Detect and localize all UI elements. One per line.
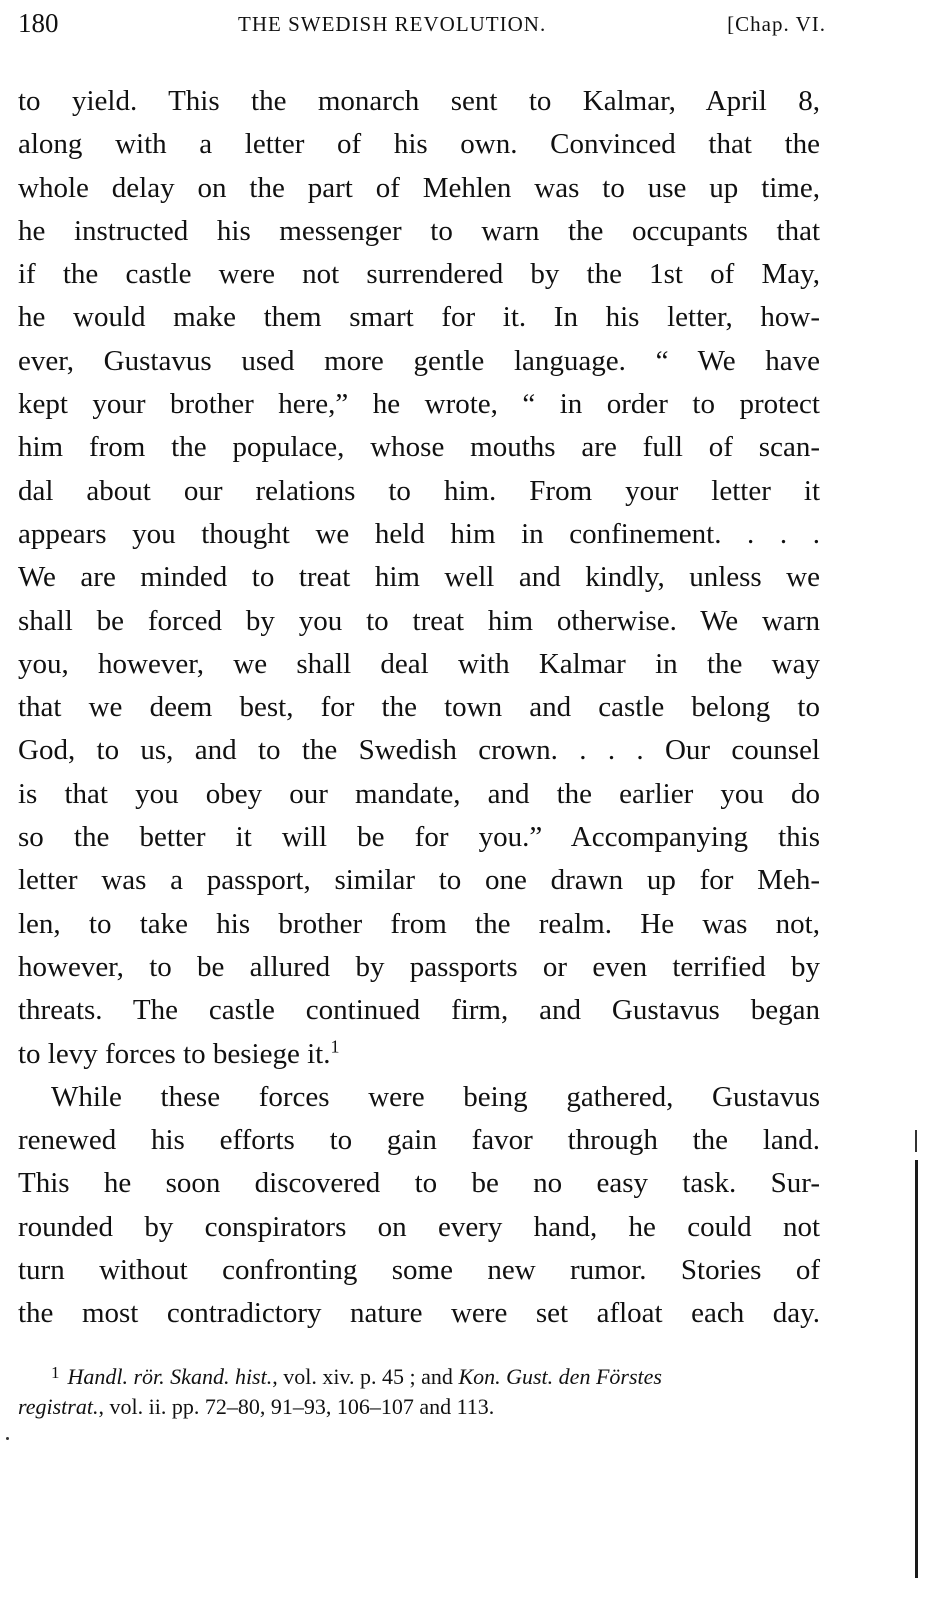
text-line: however, to be allured by passports or even terrified by — [18, 950, 820, 983]
footnote-marker: 1 — [51, 1363, 60, 1382]
scan-margin-line — [915, 1160, 918, 1578]
running-header — [18, 8, 826, 44]
text-line: that we deem best, for the town and castle belong to — [18, 691, 820, 724]
text-line: We are minded to treat him well and kindly, unless we — [18, 561, 820, 594]
text-line: threats. The castle continued firm, and Gustavus began — [18, 994, 820, 1027]
text-line: shall be forced by you to treat him otherwise. We warn — [18, 604, 820, 637]
footnote-title: Kon. Gust. den Förstes — [458, 1364, 662, 1389]
text-line: renewed his efforts to gain favor through the land. — [18, 1124, 820, 1157]
text-line: ever, Gustavus used more gentle language. “ We have — [18, 344, 820, 377]
text-line: appears you thought we held him in confinement. . . . — [18, 517, 820, 550]
text-line: the most contradictory nature were set afloat each day. — [18, 1297, 820, 1330]
text-line: turn without confronting some new rumor. Stories of — [18, 1254, 820, 1287]
body-text — [18, 80, 820, 1336]
text-line: dal about our relations to him. From your letter it — [18, 474, 820, 507]
text-line: God, to us, and to the Swedish crown. . . . Our counsel — [18, 734, 820, 767]
chapter-reference: [Chap. VI. — [727, 12, 826, 36]
footnote-line — [18, 1356, 820, 1390]
footnote — [18, 1356, 820, 1424]
footnote-title: Handl. rör. Skand. hist. — [67, 1364, 273, 1389]
text-line: along with a letter of his own. Convinced that the — [18, 128, 820, 161]
text-line-paragraph-end — [18, 1033, 820, 1076]
text-line: if the castle were not surrendered by the 1st of May, — [18, 258, 820, 291]
text-line: him from the populace, whose mouths are full of scan- — [18, 431, 820, 464]
text-line-paragraph-start: While these forces were being gathered, Gustavus — [51, 1080, 820, 1113]
text-line: This he soon discovered to be no easy task. Sur- — [18, 1167, 820, 1200]
scan-speck — [6, 1437, 9, 1440]
text-line: to yield. This the monarch sent to Kalmar, April 8, — [18, 85, 820, 117]
scan-margin-mark — [915, 1130, 917, 1152]
text-line: letter was a passport, similar to one drawn up for Meh- — [18, 864, 820, 897]
text-line: he would make them smart for it. In his letter, how- — [18, 301, 820, 334]
text-line: he instructed his messenger to warn the occupants that — [18, 214, 820, 247]
page-number: 180 — [18, 8, 59, 38]
text-line: len, to take his brother from the realm. He was not, — [18, 907, 820, 940]
text-line: you, however, we shall deal with Kalmar in the way — [18, 647, 820, 680]
text-line: is that you obey our mandate, and the earlier you do — [18, 777, 820, 810]
running-title: THE SWEDISH REVOLUTION. — [238, 12, 547, 36]
text-line: whole delay on the part of Mehlen was to use up time, — [18, 171, 820, 204]
footnote-reference: 1 — [330, 1035, 340, 1056]
footnote-title: registrat. — [18, 1394, 99, 1419]
footnote-text: , vol. xiv. p. 45 ; and — [272, 1364, 459, 1389]
text-line: kept your brother here,” he wrote, “ in order to protect — [18, 388, 820, 421]
text-line: to levy forces to besiege it. — [18, 1037, 331, 1070]
text-line: so the better it will be for you.” Accompanying this — [18, 821, 820, 854]
footnote-text: , vol. ii. pp. 72–80, 91–93, 106–107 and 113. — [98, 1394, 495, 1419]
footnote-line — [18, 1390, 820, 1424]
text-line: rounded by conspirators on every hand, he could not — [18, 1210, 820, 1243]
